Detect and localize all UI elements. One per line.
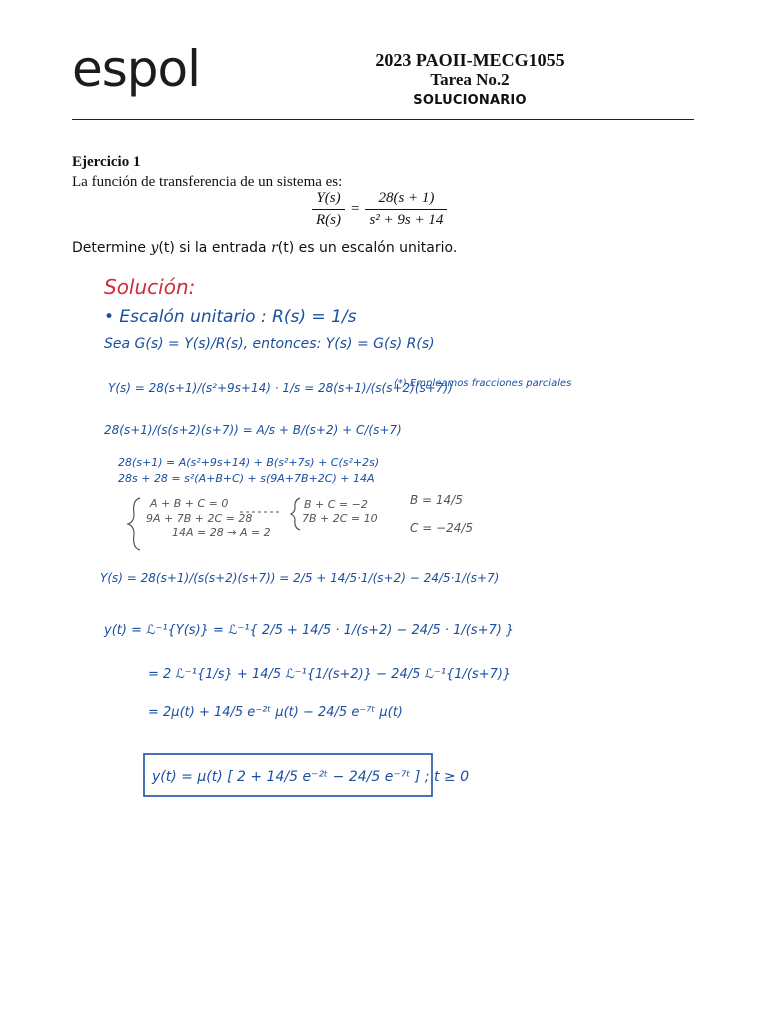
prompt-part-2: si la entrada xyxy=(174,240,272,256)
system-eq-2: 9A + 7B + 2C = 28 xyxy=(146,512,253,525)
system-eq-5: 7B + 2C = 10 xyxy=(302,512,378,525)
result-b: B = 14/5 xyxy=(410,493,463,507)
exercise-intro: La función de transferencia de un sistema es: xyxy=(72,174,343,190)
tf-rhs-denominator: s² + 9s + 14 xyxy=(365,209,447,229)
logo-text: espol xyxy=(72,40,201,98)
result-c: C = −24/5 xyxy=(410,521,474,535)
document-subtitle: SOLUCIONARIO xyxy=(413,93,527,108)
prompt-t-1: (t) xyxy=(158,240,175,256)
system-brace-right xyxy=(291,498,300,530)
tf-equals: = xyxy=(351,201,360,217)
prompt-y-var: y xyxy=(150,240,159,256)
yt-time-domain: = 2μ(t) + 14/5 e⁻²ᵗ μ(t) − 24/5 e⁻⁷ᵗ μ(t) xyxy=(148,705,403,720)
partial-fraction-setup: 28(s+1)/(s(s+2)(s+7)) = A/s + B/(s+2) + C/(s+7) xyxy=(104,423,402,437)
system-brace-left xyxy=(128,498,140,550)
final-answer: y(t) = μ(t) [ 2 + 14/5 e⁻²ᵗ − 24/5 e⁻⁷ᵗ ] ; t ≥ 0 xyxy=(152,769,470,785)
system-eq-1: A + B + C = 0 xyxy=(150,497,229,510)
exercise-title: Ejercicio 1 xyxy=(72,154,141,170)
partial-fractions-note: (*) Empleamos fracciones parciales xyxy=(394,378,572,389)
ys-definition: Y(s) = 28(s+1)/(s²+9s+14) · 1/s = 28(s+1)/(s(s+2)(s+7)) xyxy=(108,381,453,395)
solution-heading: Solución: xyxy=(104,275,196,299)
solution-step-transfer: Sea G(s) = Y(s)/R(s), entonces: Y(s) = G(s) R(s) xyxy=(104,336,435,352)
tf-rhs-numerator: 28(s + 1) xyxy=(378,190,435,206)
yt-linearity-step: = 2 ℒ⁻¹{1/s} + 14/5 ℒ⁻¹{1/(s+2)} − 24/5 ℒ⁻¹{1/(s+7)} xyxy=(148,667,512,682)
yt-inverse-laplace: y(t) = ℒ⁻¹{Y(s)} = ℒ⁻¹{ 2/5 + 14/5 · 1/(s+2) − 24/5 · 1/(s+7) } xyxy=(104,623,515,638)
prompt-part-1: Determine xyxy=(72,240,151,256)
system-eq-3: 14A = 28 → A = 2 xyxy=(172,526,271,539)
expansion-line-2: 28s + 28 = s²(A+B+C) + s(9A+7B+2C) + 14A xyxy=(118,472,375,485)
system-eq-4: B + C = −2 xyxy=(304,498,368,511)
prompt-r-var: r xyxy=(271,240,278,256)
course-code: 2023 PAOII-MECG1055 xyxy=(375,50,565,70)
task-title: Tarea No.2 xyxy=(430,70,510,89)
tf-lhs-numerator: Y(s) xyxy=(316,190,341,206)
prompt-part-3: es un escalón unitario. xyxy=(294,240,458,256)
ys-partial-fractions: Y(s) = 28(s+1)/(s(s+2)(s+7)) = 2/5 + 14/5·1/(s+2) − 24/5·1/(s+7) xyxy=(100,571,500,585)
expansion-line-1: 28(s+1) = A(s²+9s+14) + B(s²+7s) + C(s²+2s) xyxy=(118,456,380,469)
solution-step-input: • Escalón unitario : R(s) = 1/s xyxy=(104,307,357,327)
tf-lhs-denominator: R(s) xyxy=(312,209,345,229)
prompt-t-2: (t) xyxy=(277,240,295,256)
